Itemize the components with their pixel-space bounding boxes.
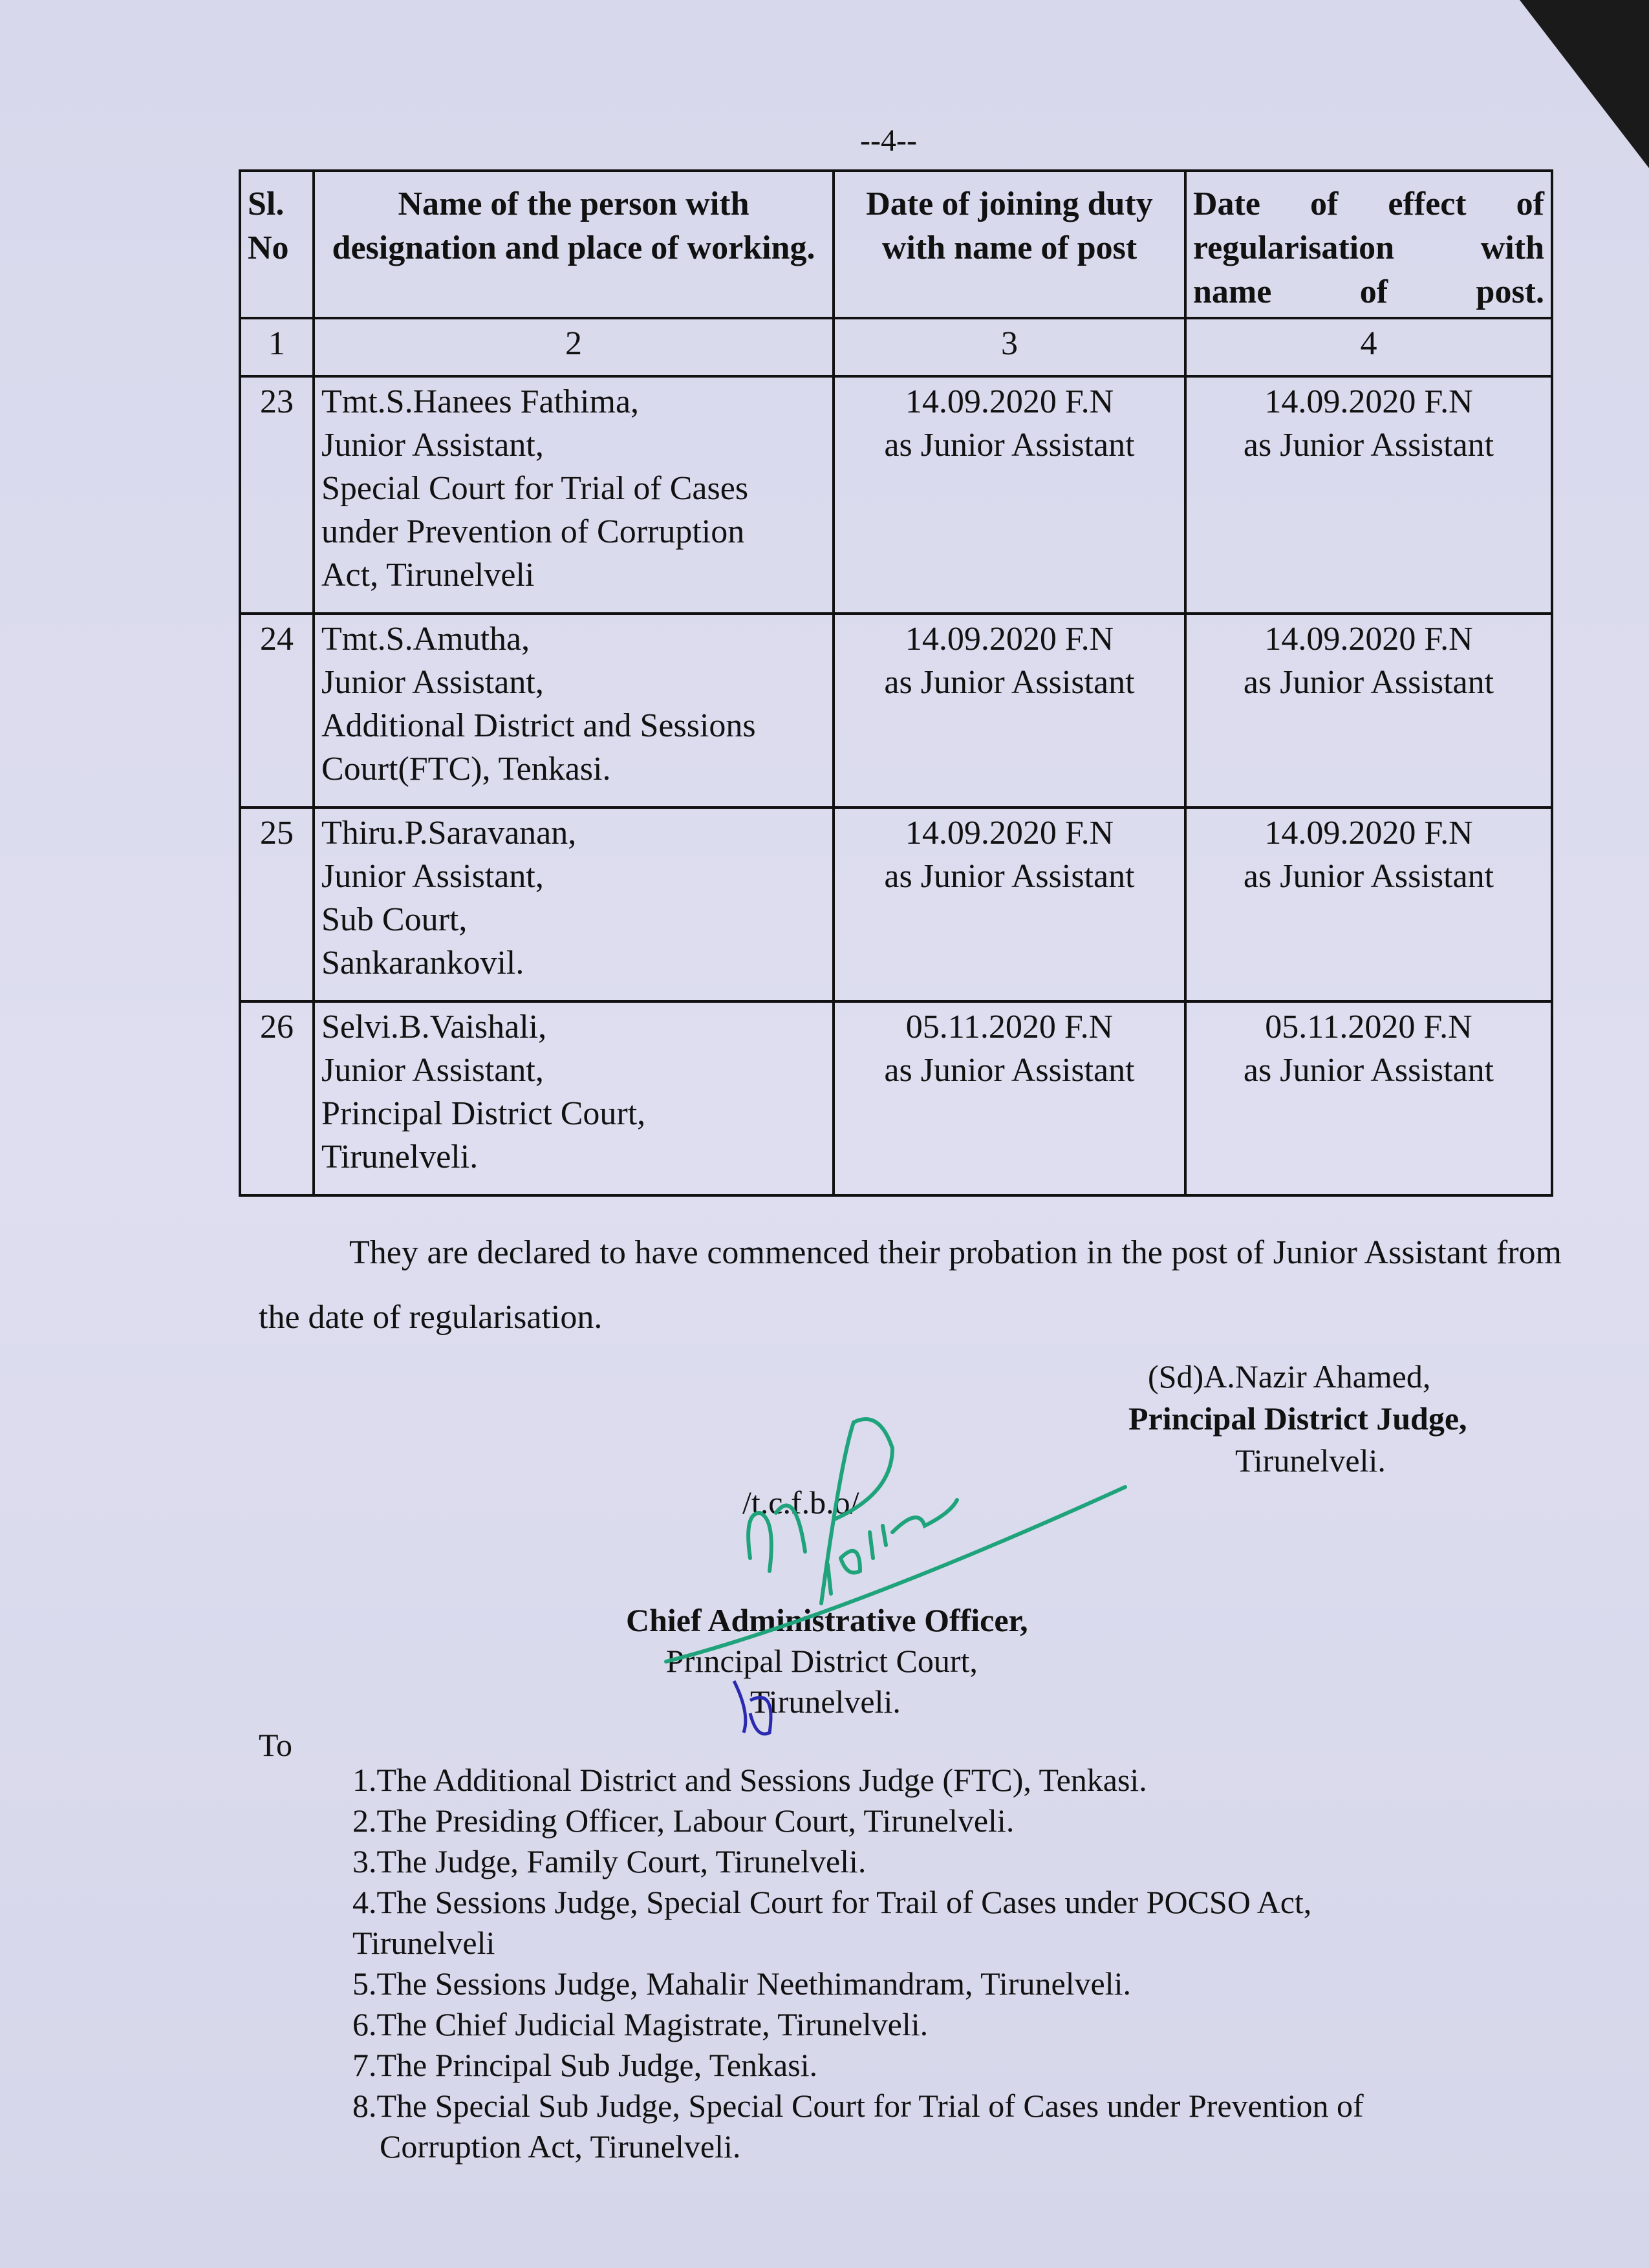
recipient-item: 5.The Sessions Judge, Mahalir Neethimandram, Tirunelveli. bbox=[352, 1965, 1132, 2002]
joining-date-line: as Junior Assistant bbox=[884, 427, 1135, 464]
regularisation-date bbox=[1185, 614, 1552, 808]
recipient-item: 4.The Sessions Judge, Special Court for Trail of Cases under POCSO Act, bbox=[352, 1884, 1312, 1920]
recipient-item: 3.The Judge, Family Court, Tirunelveli. bbox=[352, 1843, 867, 1879]
regularisation-date bbox=[1185, 376, 1552, 614]
person-details bbox=[314, 614, 834, 808]
joining-date-line: as Junior Assistant bbox=[884, 664, 1135, 701]
recipient-item: Corruption Act, Tirunelveli. bbox=[380, 2128, 741, 2165]
regularisation-date-line: as Junior Assistant bbox=[1243, 1052, 1494, 1089]
recipient-item: 2.The Presiding Officer, Labour Court, Tirunelveli. bbox=[352, 1803, 1015, 1839]
person-details bbox=[314, 376, 834, 614]
regularisation-date-line: 14.09.2020 F.N bbox=[1264, 815, 1473, 851]
joining-date-line: 05.11.2020 F.N bbox=[905, 1009, 1114, 1045]
page-number: --4-- bbox=[860, 123, 917, 158]
person-details-line: Court(FTC), Tenkasi. bbox=[321, 751, 611, 787]
joining-date bbox=[834, 1001, 1185, 1195]
recipient-item: 6.The Chief Judicial Magistrate, Tirunelveli. bbox=[352, 2006, 929, 2042]
regularisation-table bbox=[239, 169, 1553, 1197]
joining-date bbox=[834, 376, 1185, 614]
table-row bbox=[240, 1001, 1552, 1195]
regularisation-date-line: as Junior Assistant bbox=[1243, 858, 1494, 895]
sl-no: 24 bbox=[240, 614, 314, 808]
signatory-place: Tirunelveli. bbox=[1235, 1442, 1386, 1479]
recipient-item: 1.The Additional District and Sessions Judge (FTC), Tenkasi. bbox=[352, 1762, 1147, 1798]
person-details-line: under Prevention of Corruption bbox=[321, 513, 745, 550]
person-details-line: Sub Court, bbox=[321, 901, 468, 938]
person-details-line: Sankarankovil. bbox=[321, 945, 524, 981]
person-details-line: Thiru.P.Saravanan, bbox=[321, 815, 577, 851]
regularisation-date-line: 14.09.2020 F.N bbox=[1264, 383, 1473, 420]
joining-date-line: 14.09.2020 F.N bbox=[905, 383, 1114, 420]
joining-date-line: 14.09.2020 F.N bbox=[905, 621, 1114, 658]
joining-date-line: as Junior Assistant bbox=[884, 1052, 1135, 1089]
to-label: To bbox=[259, 1727, 293, 1763]
person-details-line: Junior Assistant, bbox=[321, 858, 544, 895]
regularisation-date bbox=[1185, 808, 1552, 1001]
recipient-list bbox=[352, 1760, 1364, 2167]
header-regularisation: Date of effect of regularisation with name of post. bbox=[1185, 171, 1552, 318]
joining-date bbox=[834, 808, 1185, 1001]
person-details-line: Tmt.S.Hanees Fathima, bbox=[321, 383, 640, 420]
handwritten-signature bbox=[647, 1409, 1164, 1746]
folded-corner bbox=[1520, 0, 1649, 168]
person-details-line: Tirunelveli. bbox=[321, 1139, 479, 1175]
officer-place: Tirunelveli. bbox=[750, 1684, 901, 1720]
person-details-line: Principal District Court, bbox=[321, 1095, 646, 1132]
recipient-item: Tirunelveli bbox=[352, 1925, 495, 1961]
column-number: 4 bbox=[1185, 318, 1552, 376]
header-sl-no: Sl. No bbox=[240, 171, 314, 318]
tcfbo-label: /t.c.f.b.o/ bbox=[742, 1484, 859, 1521]
header-name: Name of the person with designation and place of working. bbox=[314, 171, 834, 318]
sl-no: 25 bbox=[240, 808, 314, 1001]
table-row bbox=[240, 376, 1552, 614]
person-details-line: Special Court for Trial of Cases bbox=[321, 470, 749, 507]
column-number: 1 bbox=[240, 318, 314, 376]
column-number: 2 bbox=[314, 318, 834, 376]
person-details-line: Junior Assistant, bbox=[321, 664, 544, 701]
person-details-line: Selvi.B.Vaishali, bbox=[321, 1009, 547, 1045]
joining-date-line: as Junior Assistant bbox=[884, 858, 1135, 895]
recipient-item: 7.The Principal Sub Judge, Tenkasi. bbox=[352, 2047, 818, 2083]
person-details bbox=[314, 1001, 834, 1195]
joining-date-line: 14.09.2020 F.N bbox=[905, 815, 1114, 851]
regularisation-date-line: as Junior Assistant bbox=[1243, 664, 1494, 701]
column-number: 3 bbox=[834, 318, 1185, 376]
officer-office: Principal District Court, bbox=[666, 1643, 978, 1679]
table-row bbox=[240, 808, 1552, 1001]
table-header-row bbox=[240, 171, 1552, 318]
person-details-line: Additional District and Sessions bbox=[321, 707, 756, 744]
person-details bbox=[314, 808, 834, 1001]
table-row bbox=[240, 614, 1552, 808]
joining-date bbox=[834, 614, 1185, 808]
person-details-line: Junior Assistant, bbox=[321, 427, 544, 464]
person-details-line: Junior Assistant, bbox=[321, 1052, 544, 1089]
regularisation-date-line: 05.11.2020 F.N bbox=[1265, 1009, 1472, 1045]
header-joining: Date of joining duty with name of post bbox=[834, 171, 1185, 318]
person-details-line: Tmt.S.Amutha, bbox=[321, 621, 530, 658]
signatory-title: Principal District Judge, bbox=[1128, 1400, 1467, 1437]
column-number-row bbox=[240, 318, 1552, 376]
regularisation-date bbox=[1185, 1001, 1552, 1195]
officer-title: Chief Administrative Officer, bbox=[626, 1602, 1028, 1638]
recipient-item: 8.The Special Sub Judge, Special Court for Trial of Cases under Prevention of bbox=[352, 2088, 1364, 2124]
regularisation-date-line: 14.09.2020 F.N bbox=[1264, 621, 1473, 658]
regularisation-date-line: as Junior Assistant bbox=[1243, 427, 1494, 464]
sl-no: 23 bbox=[240, 376, 314, 614]
sl-no: 26 bbox=[240, 1001, 314, 1195]
person-details-line: Act, Tirunelveli bbox=[321, 557, 535, 594]
probation-paragraph: They are declared to have commenced their probation in the post of Junior Assistant from the date of regularisation. bbox=[259, 1234, 1562, 1336]
signatory-name: (Sd)A.Nazir Ahamed, bbox=[1148, 1358, 1431, 1395]
